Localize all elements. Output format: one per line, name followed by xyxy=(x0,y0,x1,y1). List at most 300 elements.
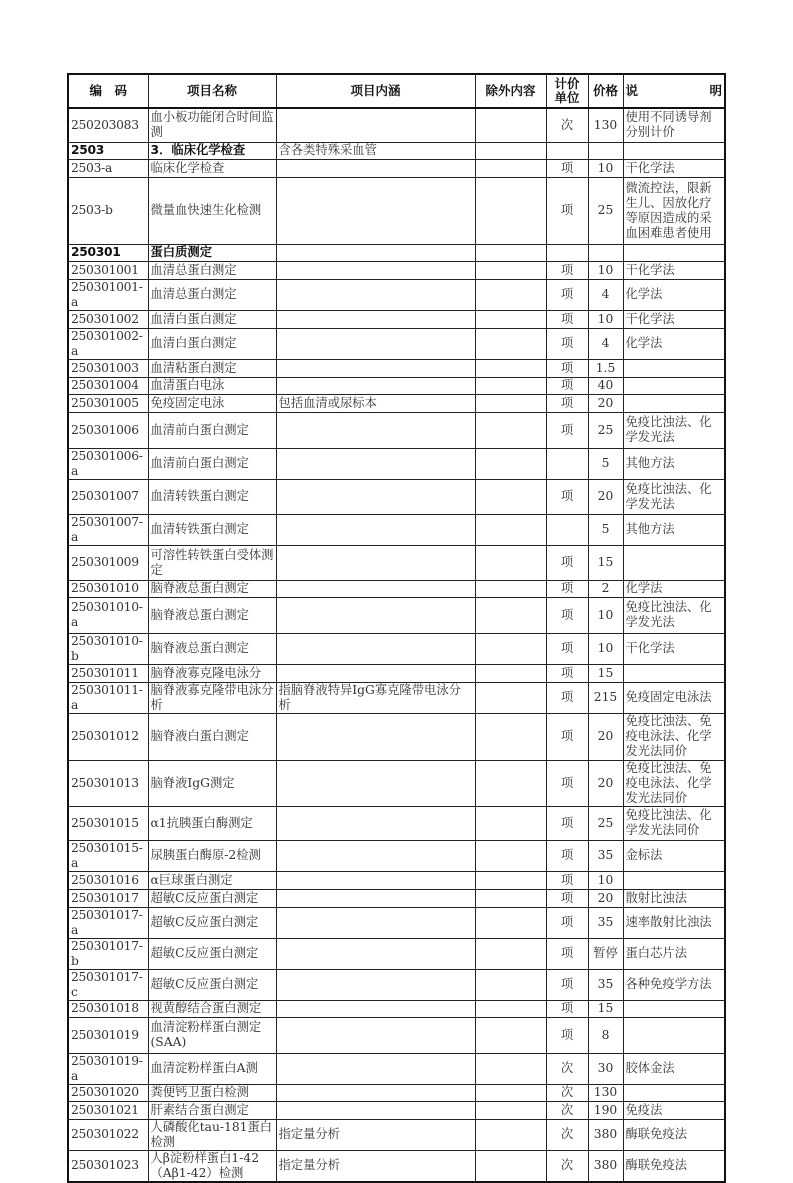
cell-price: 15 xyxy=(588,1000,623,1017)
cell-note xyxy=(623,1084,725,1101)
cell-unit: 次 xyxy=(546,108,588,142)
cell-name: 可溶性转铁蛋白受体测定 xyxy=(148,545,276,580)
cell-code: 250301009 xyxy=(68,545,148,580)
cell-content xyxy=(276,907,475,938)
cell-content xyxy=(276,760,475,806)
cell-content: 指定量分析 xyxy=(276,1150,475,1182)
cell-content xyxy=(276,664,475,682)
cell-code: 250301019 xyxy=(68,1017,148,1053)
cell-code: 250301001-a xyxy=(68,279,148,310)
cell-unit: 项 xyxy=(546,479,588,514)
cell-unit: 项 xyxy=(546,969,588,1000)
cell-price: 10 xyxy=(588,261,623,279)
table-row xyxy=(68,682,725,713)
cell-unit: 项 xyxy=(546,1017,588,1053)
cell-content xyxy=(276,310,475,328)
cell-name: 血清淀粉样蛋白测定(SAA) xyxy=(148,1017,276,1053)
cell-content xyxy=(276,279,475,310)
cell-exclusion xyxy=(475,1017,546,1053)
cell-exclusion xyxy=(475,108,546,142)
cell-code: 250301022 xyxy=(68,1119,148,1150)
cell-name: 临床化学检查 xyxy=(148,159,276,177)
cell-code: 2503 xyxy=(68,142,148,159)
cell-name: 血清总蛋白测定 xyxy=(148,279,276,310)
cell-note: 免疫比浊法、化学发光法 xyxy=(623,597,725,633)
cell-note: 免疫比浊法、免疫电泳法、化学发光法同价 xyxy=(623,713,725,760)
cell-exclusion xyxy=(475,664,546,682)
cell-name: 微量血快速生化检测 xyxy=(148,177,276,244)
cell-unit: 项 xyxy=(546,177,588,244)
cell-exclusion xyxy=(475,871,546,889)
cell-exclusion xyxy=(475,1119,546,1150)
cell-price: 215 xyxy=(588,682,623,713)
cell-name: 血小板功能闭合时间监测 xyxy=(148,108,276,142)
cell-content xyxy=(276,261,475,279)
table-row xyxy=(68,412,725,448)
cell-note: 免疫比浊法、免疫电泳法、化学发光法同价 xyxy=(623,760,725,806)
cell-unit: 项 xyxy=(546,889,588,907)
cell-exclusion xyxy=(475,514,546,545)
cell-name: 肝素结合蛋白测定 xyxy=(148,1101,276,1119)
cell-price: 20 xyxy=(588,889,623,907)
cell-content xyxy=(276,597,475,633)
cell-unit: 项 xyxy=(546,907,588,938)
cell-price: 10 xyxy=(588,597,623,633)
cell-price: 35 xyxy=(588,907,623,938)
table-row xyxy=(68,1017,725,1053)
cell-name: 人磷酸化tau-181蛋白检测 xyxy=(148,1119,276,1150)
cell-unit: 项 xyxy=(546,279,588,310)
cell-code: 250301 xyxy=(68,244,148,261)
cell-name: 脑脊液白蛋白测定 xyxy=(148,713,276,760)
cell-note xyxy=(623,1017,725,1053)
cell-name: 视黄醇结合蛋白测定 xyxy=(148,1000,276,1017)
cell-exclusion xyxy=(475,394,546,412)
cell-name: 蛋白质测定 xyxy=(148,244,276,261)
cell-code: 250301019-a xyxy=(68,1053,148,1084)
cell-name: 超敏C反应蛋白测定 xyxy=(148,938,276,969)
cell-code: 250301002 xyxy=(68,310,148,328)
cell-code: 250301001 xyxy=(68,261,148,279)
cell-content xyxy=(276,448,475,479)
cell-code: 250301012 xyxy=(68,713,148,760)
cell-note: 免疫比浊法、化学发光法同价 xyxy=(623,806,725,840)
cell-unit: 项 xyxy=(546,871,588,889)
cell-price: 25 xyxy=(588,177,623,244)
cell-price: 35 xyxy=(588,840,623,871)
table-row xyxy=(68,108,725,142)
cell-exclusion xyxy=(475,545,546,580)
cell-exclusion xyxy=(475,760,546,806)
table-row xyxy=(68,871,725,889)
cell-unit: 项 xyxy=(546,840,588,871)
cell-price: 25 xyxy=(588,806,623,840)
cell-code: 250301004 xyxy=(68,377,148,394)
cell-content: 指定量分析 xyxy=(276,1119,475,1150)
cell-code: 250301011-a xyxy=(68,682,148,713)
cell-code: 250301016 xyxy=(68,871,148,889)
table-row xyxy=(68,1084,725,1101)
cell-price: 190 xyxy=(588,1101,623,1119)
cell-code: 250301005 xyxy=(68,394,148,412)
cell-price: 2 xyxy=(588,580,623,597)
cell-content xyxy=(276,1017,475,1053)
header-note-left: 说 xyxy=(625,83,639,98)
cell-name: 血清淀粉样蛋白A测 xyxy=(148,1053,276,1084)
cell-code: 250301002-a xyxy=(68,328,148,359)
cell-name: 脑脊液总蛋白测定 xyxy=(148,633,276,664)
cell-content: 指脑脊液特异IgG寡克隆带电泳分析 xyxy=(276,682,475,713)
cell-price: 20 xyxy=(588,760,623,806)
cell-price: 4 xyxy=(588,328,623,359)
cell-name: 人β淀粉样蛋白1-42（Aβ1-42）检测 xyxy=(148,1150,276,1182)
cell-code: 250301011 xyxy=(68,664,148,682)
cell-name: 血清蛋白电泳 xyxy=(148,377,276,394)
cell-unit: 项 xyxy=(546,545,588,580)
cell-note: 干化学法 xyxy=(623,261,725,279)
header-code: 编 码 xyxy=(68,74,148,108)
cell-unit: 项 xyxy=(546,597,588,633)
cell-content xyxy=(276,412,475,448)
cell-exclusion xyxy=(475,328,546,359)
cell-content xyxy=(276,889,475,907)
cell-price: 5 xyxy=(588,514,623,545)
cell-price: 10 xyxy=(588,633,623,664)
cell-exclusion xyxy=(475,682,546,713)
cell-exclusion xyxy=(475,633,546,664)
cell-exclusion xyxy=(475,244,546,261)
table-row xyxy=(68,1150,725,1182)
cell-exclusion xyxy=(475,177,546,244)
cell-price: 20 xyxy=(588,479,623,514)
cell-code: 2503-b xyxy=(68,177,148,244)
table-row xyxy=(68,359,725,377)
cell-content xyxy=(276,177,475,244)
cell-note xyxy=(623,871,725,889)
cell-name: 粪便钙卫蛋白检测 xyxy=(148,1084,276,1101)
cell-exclusion xyxy=(475,377,546,394)
cell-exclusion xyxy=(475,1000,546,1017)
cell-note: 速率散射比浊法 xyxy=(623,907,725,938)
cell-unit: 项 xyxy=(546,359,588,377)
table-row xyxy=(68,580,725,597)
cell-content xyxy=(276,840,475,871)
cell-content xyxy=(276,377,475,394)
cell-name: 超敏C反应蛋白测定 xyxy=(148,889,276,907)
table-row xyxy=(68,664,725,682)
cell-exclusion xyxy=(475,310,546,328)
cell-exclusion xyxy=(475,261,546,279)
cell-code: 250301007-a xyxy=(68,514,148,545)
cell-content xyxy=(276,871,475,889)
cell-unit: 次 xyxy=(546,1053,588,1084)
table-row xyxy=(68,514,725,545)
cell-note: 干化学法 xyxy=(623,633,725,664)
cell-price: 10 xyxy=(588,159,623,177)
cell-price: 10 xyxy=(588,310,623,328)
cell-unit xyxy=(546,244,588,261)
cell-unit xyxy=(546,142,588,159)
cell-note xyxy=(623,545,725,580)
cell-exclusion xyxy=(475,159,546,177)
cell-code: 250301017 xyxy=(68,889,148,907)
cell-price: 20 xyxy=(588,394,623,412)
cell-content xyxy=(276,1000,475,1017)
table-row xyxy=(68,448,725,479)
table-row xyxy=(68,713,725,760)
cell-content xyxy=(276,545,475,580)
cell-note: 免疫固定电泳法 xyxy=(623,682,725,713)
cell-note: 化学法 xyxy=(623,580,725,597)
cell-exclusion xyxy=(475,969,546,1000)
cell-content xyxy=(276,806,475,840)
cell-code: 250301020 xyxy=(68,1084,148,1101)
cell-exclusion xyxy=(475,142,546,159)
cell-note xyxy=(623,394,725,412)
cell-note: 免疫比浊法、化学发光法 xyxy=(623,479,725,514)
header-content: 项目内涵 xyxy=(276,74,475,108)
cell-name: 血清白蛋白测定 xyxy=(148,310,276,328)
cell-note: 胶体金法 xyxy=(623,1053,725,1084)
header-note-right: 明 xyxy=(709,83,722,98)
cell-code: 2503-a xyxy=(68,159,148,177)
cell-name: 脑脊液总蛋白测定 xyxy=(148,597,276,633)
cell-code: 250301010-a xyxy=(68,597,148,633)
cell-note: 使用不同诱导剂分别计价 xyxy=(623,108,725,142)
cell-exclusion xyxy=(475,359,546,377)
cell-exclusion xyxy=(475,713,546,760)
cell-name: 血清前白蛋白测定 xyxy=(148,448,276,479)
cell-unit: 项 xyxy=(546,664,588,682)
cell-note xyxy=(623,1000,725,1017)
cell-note xyxy=(623,377,725,394)
cell-code: 250301018 xyxy=(68,1000,148,1017)
cell-price: 130 xyxy=(588,108,623,142)
cell-exclusion xyxy=(475,279,546,310)
cell-price: 10 xyxy=(588,871,623,889)
cell-code: 250301006-a xyxy=(68,448,148,479)
cell-unit: 项 xyxy=(546,328,588,359)
cell-code: 250203083 xyxy=(68,108,148,142)
cell-unit: 次 xyxy=(546,1150,588,1182)
cell-code: 250301006 xyxy=(68,412,148,448)
cell-price: 380 xyxy=(588,1150,623,1182)
cell-price: 40 xyxy=(588,377,623,394)
cell-content xyxy=(276,108,475,142)
cell-exclusion xyxy=(475,889,546,907)
cell-name: α1抗胰蛋白酶测定 xyxy=(148,806,276,840)
cell-name: 尿胰蛋白酶原-2检测 xyxy=(148,840,276,871)
cell-note: 酶联免疫法 xyxy=(623,1150,725,1182)
cell-code: 250301003 xyxy=(68,359,148,377)
cell-note xyxy=(623,359,725,377)
table-row xyxy=(68,806,725,840)
cell-unit: 项 xyxy=(546,938,588,969)
cell-name: 免疫固定电泳 xyxy=(148,394,276,412)
header-exclusion: 除外内容 xyxy=(475,74,546,108)
cell-exclusion xyxy=(475,580,546,597)
cell-note: 散射比浊法 xyxy=(623,889,725,907)
cell-exclusion xyxy=(475,1084,546,1101)
cell-price: 8 xyxy=(588,1017,623,1053)
cell-unit: 项 xyxy=(546,806,588,840)
table-row xyxy=(68,177,725,244)
table-body xyxy=(68,108,725,1182)
cell-unit: 项 xyxy=(546,580,588,597)
table-row xyxy=(68,479,725,514)
cell-content: 包括血清或尿标本 xyxy=(276,394,475,412)
cell-content xyxy=(276,1053,475,1084)
cell-exclusion xyxy=(475,840,546,871)
cell-note xyxy=(623,142,725,159)
cell-unit: 项 xyxy=(546,713,588,760)
cell-note xyxy=(623,244,725,261)
table-row xyxy=(68,760,725,806)
cell-name: 脑脊液IgG测定 xyxy=(148,760,276,806)
cell-code: 250301017-c xyxy=(68,969,148,1000)
table-row xyxy=(68,159,725,177)
cell-exclusion xyxy=(475,1101,546,1119)
cell-unit: 项 xyxy=(546,760,588,806)
cell-unit: 次 xyxy=(546,1084,588,1101)
cell-exclusion xyxy=(475,1053,546,1084)
cell-unit xyxy=(546,448,588,479)
cell-content xyxy=(276,514,475,545)
cell-name: 3．临床化学检查 xyxy=(148,142,276,159)
cell-name: 血清前白蛋白测定 xyxy=(148,412,276,448)
cell-note: 免疫法 xyxy=(623,1101,725,1119)
cell-name: 超敏C反应蛋白测定 xyxy=(148,907,276,938)
cell-code: 250301017-a xyxy=(68,907,148,938)
cell-note: 其他方法 xyxy=(623,514,725,545)
cell-price: 130 xyxy=(588,1084,623,1101)
cell-exclusion xyxy=(475,938,546,969)
cell-price: 380 xyxy=(588,1119,623,1150)
cell-name: 脑脊液寡克隆电泳分 xyxy=(148,664,276,682)
cell-content xyxy=(276,244,475,261)
table-row xyxy=(68,261,725,279)
cell-content xyxy=(276,938,475,969)
cell-content xyxy=(276,359,475,377)
cell-unit: 次 xyxy=(546,1101,588,1119)
cell-code: 250301007 xyxy=(68,479,148,514)
cell-unit: 项 xyxy=(546,394,588,412)
header-note xyxy=(623,74,725,108)
cell-note: 金标法 xyxy=(623,840,725,871)
cell-code: 250301015-a xyxy=(68,840,148,871)
cell-exclusion xyxy=(475,1150,546,1182)
cell-price: 15 xyxy=(588,545,623,580)
header-unit: 计价单位 xyxy=(546,74,588,108)
cell-price: 1.5 xyxy=(588,359,623,377)
cell-content xyxy=(276,713,475,760)
cell-code: 250301013 xyxy=(68,760,148,806)
cell-exclusion xyxy=(475,412,546,448)
header-name: 项目名称 xyxy=(148,74,276,108)
cell-content xyxy=(276,1084,475,1101)
table-row xyxy=(68,1000,725,1017)
cell-price: 20 xyxy=(588,713,623,760)
cell-unit: 项 xyxy=(546,412,588,448)
cell-code: 250301017-b xyxy=(68,938,148,969)
header-row xyxy=(68,74,725,108)
cell-note: 化学法 xyxy=(623,279,725,310)
cell-content: 含各类特殊采血管 xyxy=(276,142,475,159)
cell-name: 血清白蛋白测定 xyxy=(148,328,276,359)
cell-content xyxy=(276,479,475,514)
table-row xyxy=(68,310,725,328)
cell-price: 5 xyxy=(588,448,623,479)
table-row xyxy=(68,394,725,412)
cell-content xyxy=(276,328,475,359)
cell-content xyxy=(276,633,475,664)
table-row xyxy=(68,545,725,580)
cell-price xyxy=(588,244,623,261)
cell-code: 250301015 xyxy=(68,806,148,840)
cell-note: 化学法 xyxy=(623,328,725,359)
table-row xyxy=(68,1101,725,1119)
cell-name: 脑脊液总蛋白测定 xyxy=(148,580,276,597)
table-row xyxy=(68,938,725,969)
table-row xyxy=(68,377,725,394)
table-row xyxy=(68,1053,725,1084)
header-price: 价格 xyxy=(588,74,623,108)
cell-unit xyxy=(546,514,588,545)
cell-code: 250301010 xyxy=(68,580,148,597)
cell-unit: 项 xyxy=(546,377,588,394)
cell-exclusion xyxy=(475,448,546,479)
cell-unit: 项 xyxy=(546,261,588,279)
cell-price: 30 xyxy=(588,1053,623,1084)
cell-note: 微流控法，限新生儿、因放化疗等原因造成的采血困难患者使用 xyxy=(623,177,725,244)
cell-price: 25 xyxy=(588,412,623,448)
cell-name: α巨球蛋白测定 xyxy=(148,871,276,889)
cell-unit: 项 xyxy=(546,682,588,713)
cell-content xyxy=(276,580,475,597)
cell-unit: 项 xyxy=(546,633,588,664)
cell-exclusion xyxy=(475,806,546,840)
table-row xyxy=(68,1119,725,1150)
table-row xyxy=(68,889,725,907)
cell-exclusion xyxy=(475,479,546,514)
cell-code: 250301021 xyxy=(68,1101,148,1119)
cell-name: 血清转铁蛋白测定 xyxy=(148,479,276,514)
cell-note: 干化学法 xyxy=(623,159,725,177)
table-row xyxy=(68,907,725,938)
cell-exclusion xyxy=(475,907,546,938)
cell-price: 暂停 xyxy=(588,938,623,969)
cell-note: 酶联免疫法 xyxy=(623,1119,725,1150)
cell-name: 血清粘蛋白测定 xyxy=(148,359,276,377)
cell-content xyxy=(276,1101,475,1119)
cell-note: 干化学法 xyxy=(623,310,725,328)
table-row xyxy=(68,244,725,261)
cell-content xyxy=(276,969,475,1000)
cell-name: 血清总蛋白测定 xyxy=(148,261,276,279)
table-row xyxy=(68,969,725,1000)
cell-unit: 次 xyxy=(546,1119,588,1150)
cell-unit: 项 xyxy=(546,159,588,177)
cell-note xyxy=(623,664,725,682)
table-row xyxy=(68,633,725,664)
table-row xyxy=(68,597,725,633)
cell-name: 超敏C反应蛋白测定 xyxy=(148,969,276,1000)
table-row xyxy=(68,142,725,159)
cell-note: 蛋白芯片法 xyxy=(623,938,725,969)
cell-code: 250301023 xyxy=(68,1150,148,1182)
cell-note: 免疫比浊法、化学发光法 xyxy=(623,412,725,448)
cell-price: 15 xyxy=(588,664,623,682)
